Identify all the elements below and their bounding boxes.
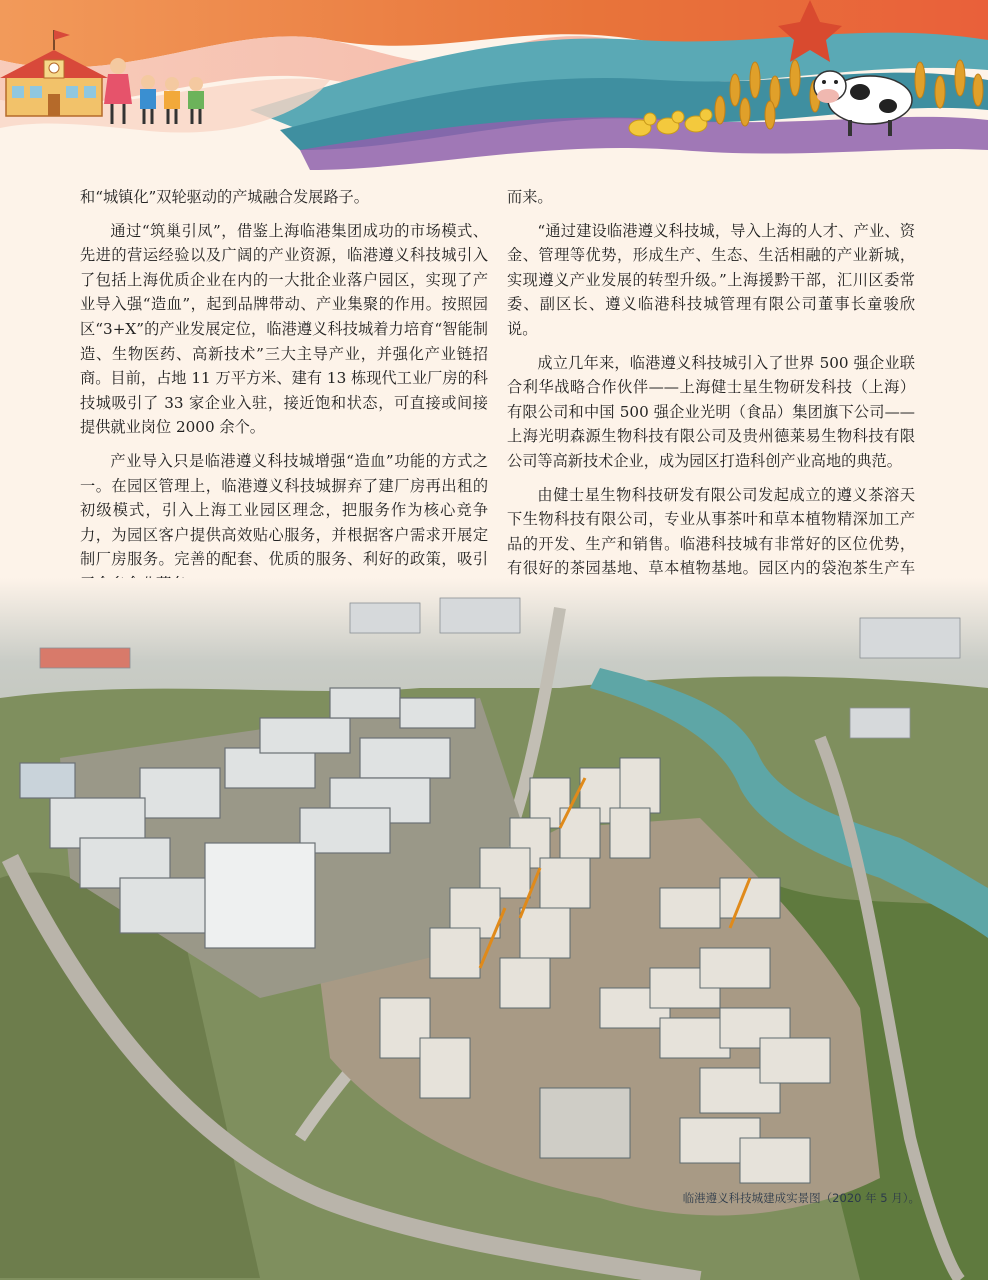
paragraph: 和“城镇化”双轮驱动的产城融合发展路子。 [80, 188, 369, 206]
paragraph: “通过建设临港遵义科技城，导入上海的人才、产业、资金、管理等优势，形成生产、生态、生活相融的产业新城，实现遵义产业发展的转型升级。”上海援黔干部，汇川区委常委、副区长、遵义临港科技城管理有限公司董事长童骏欣说。 [507, 221, 915, 338]
paragraph: 由健士星生物科技研发有限公司发起成立的遵义茶溶天下生物科技有限公司，专业从事茶叶和草本植物精深加工产品的开发、生产和销售。临港科技城有非常好的区位优势，有很好的茶园基地、草本植物基地。园区内的袋泡茶生产车 [507, 485, 915, 578]
decorative-banner [0, 0, 988, 180]
paragraph: 成立几年来，临港遵义科技城引入了世界 500 强企业联合利华战略合作伙伴——上海健士星生物研发科技（上海）有限公司和中国 500 强企业光明（食品）集团旗下公司——上海光明森源生物科技有限公司及贵州德莱易生物科技有限公司等高新技术企业，成为园区打造科创产业高地的典范。 [507, 353, 915, 470]
paragraph: 产业导入只是临港遵义科技城增强“造血”功能的方式之一。在园区管理上，临港遵义科技城摒弃了建厂房再出租的初级模式，引入上海工业园区理念，把服务作为核心竞争力，为园区客户提供高效贴心服务，并根据客户需求开展定制厂房服务。完善的配套、优质的服务、利好的政策，吸引 [80, 451, 488, 569]
photo-caption: 临港遵义科技城建成实景图（2020 年 5 月）。 [682, 1191, 920, 1205]
article-right-column [507, 185, 915, 639]
paragraph: 通过“筑巢引凤”，借鉴上海临港集团成功的市场模式、先进的营运经验以及广阔的产业资源，临港遵义科技城引入了包括上海优质企业在内的一大批企业落户园区，实现了产业导入强“造血”，起到品牌带动、产业集聚的作用。按照园区“3+X”的产业发展定位，临港遵义科技城着力培育“智能制造、生物医药、高新技术”三大主导产业，并强化产业链招商。目前，占地 11 万平方米、建有 13 栋现代工业厂房的科技城吸引了 33 家企业入驻，接近饱和状态，可直接或间接提供就业岗位 2000 余个。 [80, 221, 488, 437]
paragraph: 而来。 [507, 188, 553, 206]
article-left-column [80, 185, 488, 606]
aerial-photo [0, 578, 988, 1280]
